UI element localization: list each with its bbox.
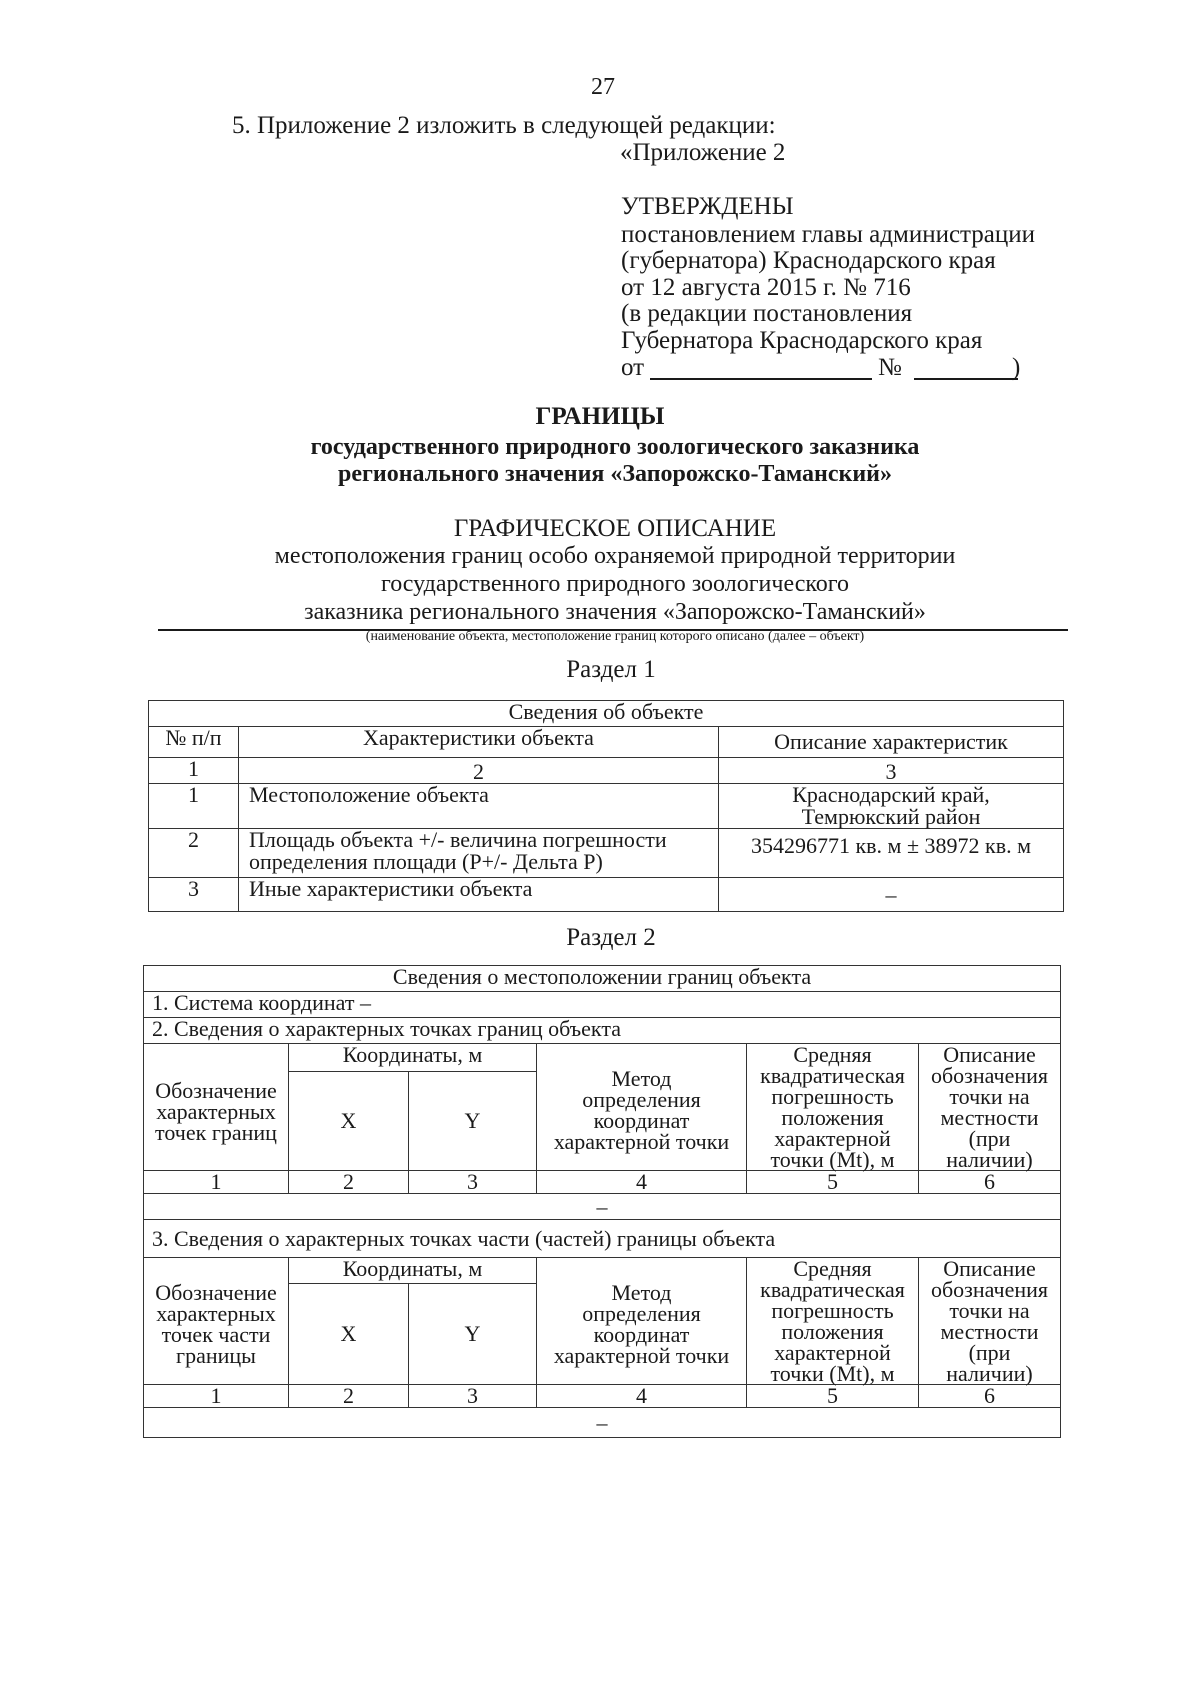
- description-header: [919, 1258, 1061, 1385]
- heading-line: государственного природного зоологического заказника: [310, 434, 920, 460]
- appendix-label: «Приложение 2: [620, 139, 786, 166]
- error-header: [747, 1258, 919, 1385]
- numbering-cell: 4: [537, 1171, 747, 1194]
- designation-part-header: [144, 1258, 289, 1385]
- table-title: Сведения об объекте: [149, 701, 1064, 727]
- numbering-cell: 3: [409, 1385, 537, 1408]
- header-cell: Характеристики объекта: [239, 727, 719, 758]
- date-blank-line: [650, 378, 872, 380]
- row-description: 354296771 кв. м ± 38972 кв. м: [719, 829, 1064, 878]
- approval-line: Губернатора Краснодарского края: [621, 327, 983, 354]
- header-line: местности: [940, 1319, 1039, 1344]
- numbering-cell: 6: [919, 1171, 1061, 1194]
- header-line: Описание: [943, 1256, 1036, 1281]
- header-line: Обозначение: [155, 1280, 277, 1305]
- table-title: Сведения о местоположении границ объекта: [144, 966, 1061, 992]
- boundary-info-table: [143, 965, 1061, 1438]
- numbering-cell: 4: [537, 1385, 747, 1408]
- numbering-cell: 1: [149, 758, 239, 784]
- header-line: местности: [940, 1105, 1039, 1130]
- header-line: (при: [968, 1126, 1011, 1151]
- row-number: 2: [149, 829, 239, 878]
- numbering-cell: 2: [289, 1385, 409, 1408]
- x-header: X: [289, 1284, 409, 1385]
- numbering-cell: 6: [919, 1385, 1061, 1408]
- header-line: наличии): [946, 1361, 1033, 1386]
- header-line: точки на: [949, 1298, 1030, 1323]
- approval-date-prefix: от: [621, 354, 645, 381]
- header-line: характерных: [156, 1098, 276, 1124]
- number-blank-line: [914, 378, 1018, 380]
- approval-line: (губернатора) Краснодарского края: [621, 247, 996, 274]
- section2-title: Раздел 2: [566, 924, 656, 951]
- numbering-cell: 2: [239, 758, 719, 784]
- coord-system-row: 1. Система координат –: [144, 992, 1061, 1018]
- header-line: характерной: [774, 1340, 891, 1365]
- header-line: погрешность: [771, 1298, 894, 1323]
- header-line: точки (Mt), м: [770, 1361, 895, 1386]
- row-number: 3: [149, 878, 239, 912]
- header-line: погрешность: [771, 1084, 894, 1109]
- desc-line: Темрюкский район: [801, 804, 981, 829]
- designation-header: [144, 1044, 289, 1171]
- object-info-table: [148, 700, 1064, 912]
- x-header: X: [289, 1072, 409, 1171]
- parts-title-row: 3. Сведения о характерных точках части (частей) границы объекта: [144, 1220, 1061, 1258]
- table-row: [149, 784, 1064, 829]
- closing-paren: ): [1012, 354, 1021, 381]
- coords-header: Координаты, м: [289, 1258, 537, 1284]
- graphic-line: заказника регионального значения «Запорожско-Таманский»: [304, 599, 926, 625]
- header-line: Метод: [611, 1280, 672, 1305]
- name-line: Площадь объекта +/- величина погрешности: [249, 827, 667, 852]
- row-description: [719, 784, 1064, 829]
- row-name: Местоположение объекта: [239, 784, 719, 829]
- error-header: [747, 1044, 919, 1171]
- name-line: определения площади (P+/- Дельта P): [249, 849, 603, 874]
- header-cell: № п/п: [149, 727, 239, 758]
- header-line: Описание: [943, 1042, 1036, 1067]
- page-number: 27: [591, 74, 615, 100]
- header-line: Средняя: [793, 1256, 872, 1281]
- numbering-cell: 3: [409, 1171, 537, 1194]
- heading-title: ГРАНИЦЫ: [535, 403, 665, 430]
- y-header: Y: [409, 1284, 537, 1385]
- numbering-cell: 5: [747, 1385, 919, 1408]
- approval-line: постановлением главы администрации: [621, 221, 1036, 248]
- y-header: Y: [409, 1072, 537, 1171]
- header-line: положения: [781, 1319, 884, 1344]
- intro-text: 5. Приложение 2 изложить в следующей редакции:: [232, 112, 776, 139]
- section1-title: Раздел 1: [566, 656, 656, 683]
- row-number: 1: [149, 784, 239, 829]
- row-name: Иные характеристики объекта: [239, 878, 719, 912]
- graphic-title: ГРАФИЧЕСКОЕ ОПИСАНИЕ: [453, 515, 777, 542]
- header-line: определения: [582, 1087, 701, 1112]
- number-sign: №: [878, 354, 902, 381]
- header-line: Средняя: [793, 1042, 872, 1067]
- header-line: Обозначение: [155, 1077, 277, 1103]
- graphic-line: государственного природного зоологического: [380, 571, 850, 597]
- header-line: точки на: [949, 1084, 1030, 1109]
- header-line: точек границ: [155, 1119, 277, 1145]
- header-line: характерных: [156, 1301, 276, 1326]
- empty-row: –: [144, 1194, 1061, 1220]
- approval-line: (в редакции постановления: [621, 300, 913, 327]
- header-cell: Описание характеристик: [719, 727, 1064, 758]
- header-line: точки (Mt), м: [770, 1147, 895, 1172]
- header-line: точек части: [161, 1322, 271, 1347]
- approval-title: УТВЕРЖДЕНЫ: [621, 193, 794, 220]
- graphic-line: местоположения границ особо охраняемой природной территории: [274, 543, 956, 569]
- method-header: [537, 1044, 747, 1171]
- header-line: координат: [593, 1108, 690, 1133]
- header-line: наличии): [946, 1147, 1033, 1172]
- header-line: обозначения: [930, 1063, 1049, 1088]
- points-title-row: 2. Сведения о характерных точках границ объекта: [144, 1018, 1061, 1044]
- header-line: характерной точки: [553, 1129, 730, 1154]
- numbering-cell: 1: [144, 1385, 289, 1408]
- numbering-cell: 1: [144, 1171, 289, 1194]
- method-header: [537, 1258, 747, 1385]
- row-description: –: [719, 878, 1064, 912]
- header-line: координат: [593, 1322, 690, 1347]
- table-row: [149, 878, 1064, 912]
- approval-line: от 12 августа 2015 г. № 716: [621, 274, 911, 301]
- numbering-cell: 3: [719, 758, 1064, 784]
- header-line: характерной точки: [553, 1343, 730, 1368]
- graphic-caption: (наименование объекта, местоположение границ которого описано (далее – объект): [365, 629, 865, 644]
- description-header: [919, 1044, 1061, 1171]
- header-line: квадратическая: [760, 1277, 905, 1302]
- heading-line: регионального значения «Запорожско-Таманский»: [337, 461, 892, 487]
- header-line: определения: [582, 1301, 701, 1326]
- header-line: Метод: [611, 1066, 672, 1091]
- numbering-cell: 5: [747, 1171, 919, 1194]
- header-line: (при: [968, 1340, 1011, 1365]
- header-line: границы: [176, 1343, 256, 1368]
- empty-row: –: [144, 1408, 1061, 1438]
- header-line: характерной: [774, 1126, 891, 1151]
- coords-header: Координаты, м: [289, 1044, 537, 1072]
- row-name: [239, 829, 719, 878]
- header-line: квадратическая: [760, 1063, 905, 1088]
- header-line: обозначения: [930, 1277, 1049, 1302]
- numbering-cell: 2: [289, 1171, 409, 1194]
- header-line: положения: [781, 1105, 884, 1130]
- desc-line: Краснодарский край,: [792, 782, 990, 807]
- table-row: [149, 829, 1064, 878]
